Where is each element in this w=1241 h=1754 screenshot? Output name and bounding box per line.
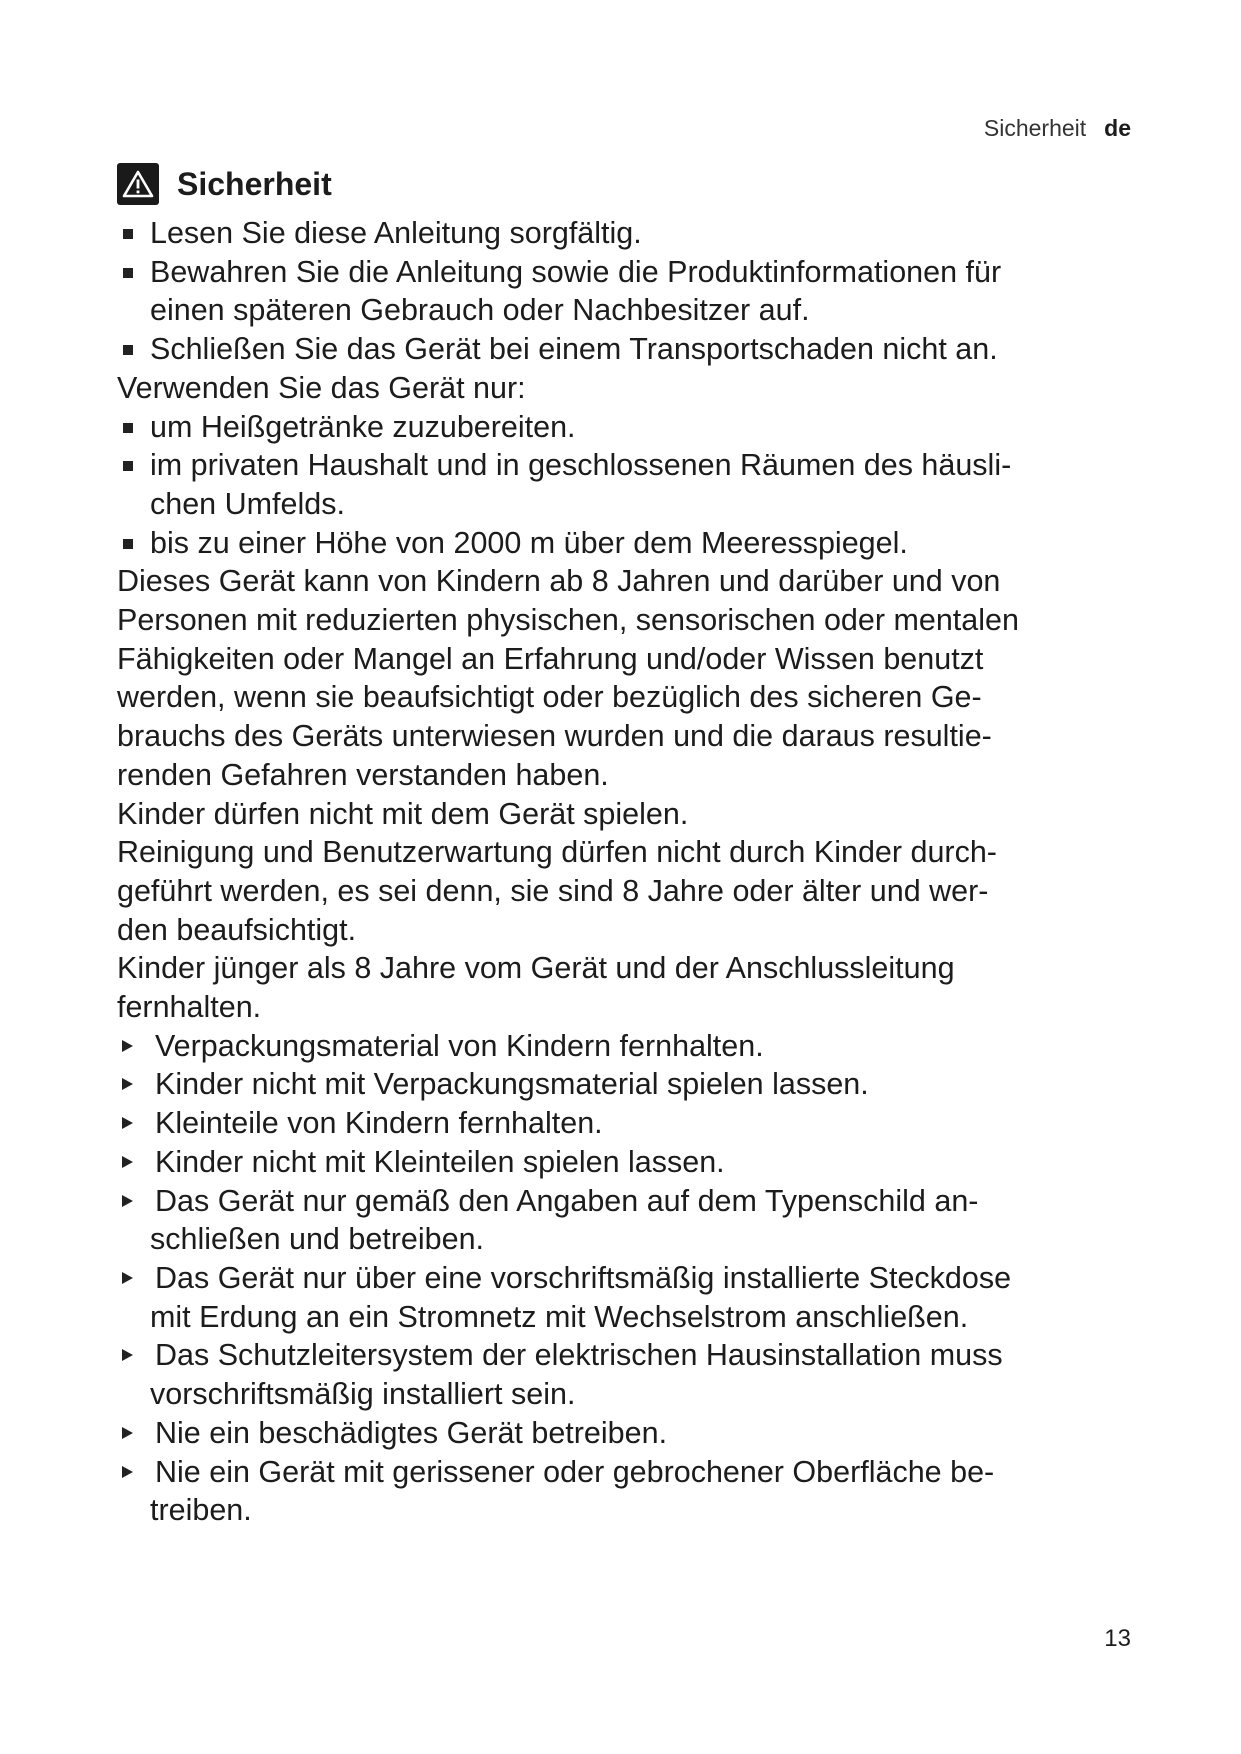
triangle-bullet-icon: [122, 1427, 133, 1439]
paragraph-line: [117, 640, 1147, 679]
line-text: mit Erdung an ein Stromnetz mit Wechselstrom anschließen.: [150, 1299, 969, 1334]
triangle-bullet-icon: [122, 1156, 133, 1168]
line-text: geführt werden, es sei denn, sie sind 8 Jahre oder älter und wer-: [117, 873, 989, 908]
bullet-item: [117, 330, 1147, 369]
line-text: Dieses Gerät kann von Kindern ab 8 Jahren und darüber und von: [117, 564, 1001, 599]
square-bullet-icon: [123, 423, 133, 433]
header-language: de: [1104, 115, 1131, 141]
line-text: treiben.: [150, 1493, 252, 1528]
line-text: Nie ein beschädigtes Gerät betreiben.: [155, 1415, 668, 1450]
line-text: einen späteren Gebrauch oder Nachbesitzer auf.: [150, 293, 810, 328]
line-text: Kleinteile von Kindern fernhalten.: [155, 1106, 603, 1141]
line-text: Lesen Sie diese Anleitung sorgfältig.: [150, 216, 642, 250]
bullet-item: [117, 524, 1147, 563]
line-text: Kinder nicht mit Kleinteilen spielen lassen.: [155, 1144, 725, 1179]
bullet-item: [117, 408, 1147, 447]
line-text: Das Gerät nur gemäß den Angaben auf dem Typenschild an-: [155, 1183, 979, 1218]
instruction-item: [117, 1065, 1147, 1104]
instruction-item: [117, 1027, 1147, 1066]
warning-icon: [117, 163, 159, 205]
line-text: werden, wenn sie beaufsichtigt oder bezüglich des sicheren Ge-: [117, 680, 982, 715]
section-heading: [117, 160, 1147, 208]
paragraph-line: [117, 911, 1147, 950]
line-text: Reinigung und Benutzerwartung dürfen nicht durch Kinder durch-: [117, 835, 997, 870]
paragraph-line: [117, 756, 1147, 795]
safety-text: [117, 214, 1147, 1530]
instruction-item: [117, 1453, 1147, 1492]
item-continuation: [117, 291, 1147, 330]
line-text: Verwenden Sie das Gerät nur:: [117, 370, 526, 405]
header-section: Sicherheit: [983, 115, 1087, 141]
item-continuation: [117, 1375, 1147, 1414]
triangle-bullet-icon: [122, 1466, 133, 1478]
paragraph-line: [117, 795, 1147, 834]
bullet-item: [117, 253, 1147, 292]
instruction-item: [117, 1104, 1147, 1143]
instruction-item: [117, 1182, 1147, 1221]
line-text: chen Umfelds.: [150, 486, 345, 521]
paragraph-line: [117, 562, 1147, 601]
line-text: Kinder nicht mit Verpackungsmaterial spielen lassen.: [155, 1067, 869, 1102]
page-title: Sicherheit: [177, 165, 332, 202]
triangle-bullet-icon: [122, 1195, 133, 1207]
instruction-item: [117, 1259, 1147, 1298]
line-text: um Heißgetränke zuzubereiten.: [150, 409, 576, 444]
line-text: Bewahren Sie die Anleitung sowie die Produktinformationen für: [150, 254, 1002, 289]
paragraph-line: [117, 988, 1147, 1027]
line-text: Das Schutzleitersystem der elektrischen Hausinstallation muss: [155, 1338, 1003, 1373]
line-text: bis zu einer Höhe von 2000 m über dem Meeresspiegel.: [150, 525, 908, 560]
line-text: Fähigkeiten oder Mangel an Erfahrung und/oder Wissen benutzt: [117, 641, 984, 676]
instruction-item: [117, 1143, 1147, 1182]
line-text: fernhalten.: [117, 990, 262, 1025]
item-continuation: [117, 1220, 1147, 1259]
triangle-bullet-icon: [122, 1117, 133, 1129]
page-number: 13: [1104, 1625, 1131, 1652]
triangle-bullet-icon: [122, 1272, 133, 1284]
paragraph-line: [117, 949, 1147, 988]
safety-section: [117, 160, 1147, 1530]
line-text: vorschriftsmäßig installiert sein.: [150, 1377, 576, 1412]
square-bullet-icon: [123, 229, 133, 239]
line-text: renden Gefahren verstanden haben.: [117, 757, 609, 792]
instruction-item: [117, 1336, 1147, 1375]
triangle-bullet-icon: [122, 1078, 133, 1090]
paragraph-line: [117, 717, 1147, 756]
square-bullet-icon: [123, 345, 133, 355]
triangle-bullet-icon: [122, 1349, 133, 1361]
line-text: schließen und betreiben.: [150, 1222, 485, 1257]
paragraph-line: [117, 833, 1147, 872]
item-continuation: [117, 1298, 1147, 1337]
instruction-item: [117, 1414, 1147, 1453]
square-bullet-icon: [123, 539, 133, 549]
running-header: [984, 114, 1131, 142]
line-text: Personen mit reduzierten physischen, sensorischen oder mentalen: [117, 603, 1019, 638]
paragraph-line: [117, 872, 1147, 911]
paragraph-line: [117, 369, 1147, 408]
square-bullet-icon: [123, 461, 133, 471]
line-text: Das Gerät nur über eine vorschriftsmäßig installierte Steckdose: [155, 1260, 1012, 1295]
line-text: Nie ein Gerät mit gerissener oder gebrochener Oberfläche be-: [155, 1454, 995, 1489]
bullet-item: [117, 214, 1147, 253]
line-text: Kinder dürfen nicht mit dem Gerät spielen.: [117, 796, 689, 831]
line-text: Kinder jünger als 8 Jahre vom Gerät und der Anschlussleitung: [117, 951, 955, 986]
item-continuation: [117, 485, 1147, 524]
bullet-item: [117, 446, 1147, 485]
item-continuation: [117, 1491, 1147, 1530]
paragraph-line: [117, 601, 1147, 640]
paragraph-line: [117, 678, 1147, 717]
triangle-bullet-icon: [122, 1040, 133, 1052]
line-text: den beaufsichtigt.: [117, 912, 357, 947]
line-text: im privaten Haushalt und in geschlossenen Räumen des häusli-: [150, 448, 1012, 483]
line-text: Verpackungsmaterial von Kindern fernhalten.: [155, 1028, 764, 1063]
line-text: brauchs des Geräts unterwiesen wurden und die daraus resultie-: [117, 719, 992, 754]
line-text: Schließen Sie das Gerät bei einem Transportschaden nicht an.: [150, 332, 998, 367]
square-bullet-icon: [123, 268, 133, 278]
